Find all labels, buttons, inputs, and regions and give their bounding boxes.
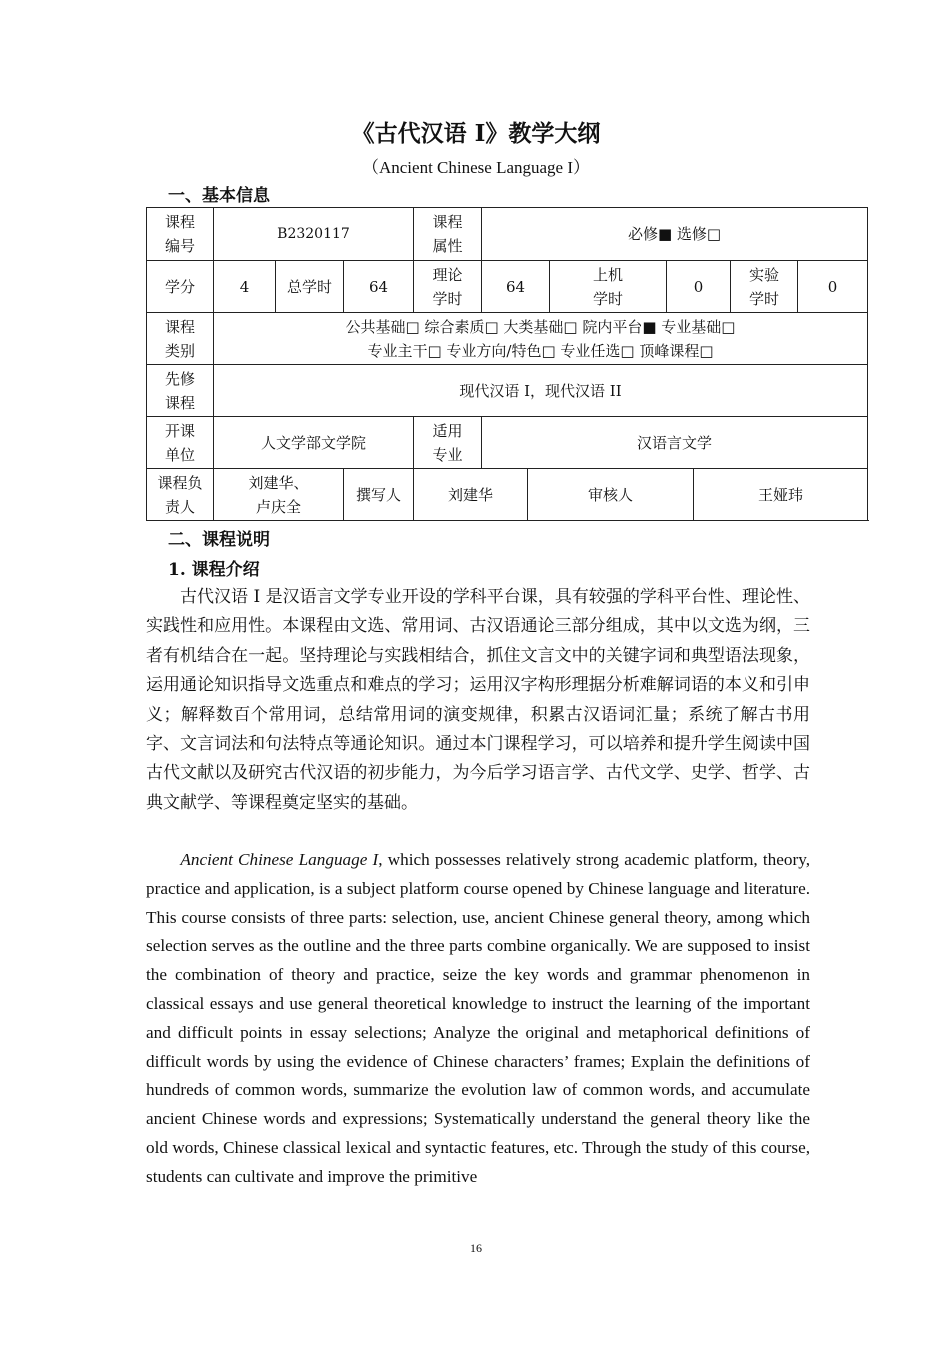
table-row bbox=[147, 365, 868, 417]
table-row bbox=[147, 417, 868, 469]
lab-hours-value: 0 bbox=[798, 261, 868, 313]
prereq-value: 现代汉语 I，现代汉语 II bbox=[214, 365, 868, 417]
reviewer-label: 审核人 bbox=[528, 469, 694, 521]
total-hours-value: 64 bbox=[344, 261, 414, 313]
category-line-1: 公共基础□ 综合素质□ 大类基础□ 院内平台■ 专业基础□ bbox=[345, 317, 736, 336]
course-code-value: B2320117 bbox=[214, 208, 414, 261]
owner-label: 课程负 责人 bbox=[147, 469, 214, 521]
lab-hours-label: 实验 学时 bbox=[731, 261, 798, 313]
intro-paragraph-en bbox=[146, 846, 810, 1192]
unit-label: 开课 单位 bbox=[147, 417, 214, 469]
table-row bbox=[147, 313, 868, 365]
table-row bbox=[147, 469, 868, 521]
computer-hours-label: 上机 学时 bbox=[550, 261, 667, 313]
major-label: 适用 专业 bbox=[414, 417, 482, 469]
theory-hours-label: 理论 学时 bbox=[414, 261, 482, 313]
credit-value: 4 bbox=[214, 261, 276, 313]
course-name-italic: Ancient Chinese Language I bbox=[180, 850, 379, 869]
owner-value: 刘建华、 卢庆全 bbox=[214, 469, 344, 521]
table-row bbox=[147, 208, 868, 261]
course-attr-label: 课程 属性 bbox=[414, 208, 482, 261]
section-heading-basic-info: 一、基本信息 bbox=[168, 186, 270, 206]
computer-hours-value: 0 bbox=[667, 261, 731, 313]
theory-hours-value: 64 bbox=[482, 261, 550, 313]
total-hours-label: 总学时 bbox=[276, 261, 344, 313]
table-row bbox=[147, 261, 868, 313]
category-label: 课程 类别 bbox=[147, 313, 214, 365]
intro-paragraph-cn: 古代汉语 I 是汉语言文学专业开设的学科平台课，具有较强的学科平台性、理论性、实践性和应用性。本课程由文选、常用词、古汉语通论三部分组成，其中以文选为纲，三者有机结合在一起。坚持理论与实践相结合，抓住文言文中的关键字词和典型语法现象，运用通论知识指导文选重点和难点的学习；运用汉字构形理据分析难解词语的本义和引申义；解释数百个常用词，总结常用词的演变规律，积累古汉语词汇量；系统了解古书用字、文言词法和句法特点等通论知识。通过本门课程学习，可以培养和提升学生阅读中国古代文献以及研究古代汉语的初步能力，为今后学习语言学、古代文学、史学、哲学、古典文献学、等课程奠定坚实的基础。 bbox=[146, 587, 810, 813]
basic-info-table bbox=[146, 207, 868, 521]
subsection-heading-intro: 1. 课程介绍 bbox=[168, 560, 260, 580]
page-number: 16 bbox=[470, 1241, 482, 1255]
category-value bbox=[214, 313, 868, 365]
credit-label: 学分 bbox=[147, 261, 214, 313]
prereq-label: 先修 课程 bbox=[147, 365, 214, 417]
page-title: 《古代汉语 I》教学大纲 bbox=[351, 120, 601, 147]
category-line-2: 专业主干□ 专业方向/特色□ 专业任选□ 顶峰课程□ bbox=[367, 341, 714, 360]
intro-en-text: , which possesses relatively strong academic platform, theory, practice and application, is a subject platform course opened by Chinese language and literature. This course consists of three parts: selection, use, ancient Chinese general theory, among which selection serves as the outline and the three parts combine organically. We are supposed to insist the combination of theory and practice, seize the key words and grammar phenomenon in classical essays and use general theoretical knowledge to instruct the learning of the important and difficult points in essay selections; Analyze the original and metaphorical definitions of difficult words by using the evidence of Chinese characters’ frames; Explain the definitions of hundreds of common words, summarize the evolution law of common words, and accumulate ancient Chinese words and expressions; Systematically understand the general theory like the old words, Chinese classical lexical and syntactic features, etc. Through the study of this course, students can cultivate and improve the primitive bbox=[146, 850, 810, 1186]
reviewer-value: 王娅玮 bbox=[694, 469, 868, 521]
page-subtitle: （Ancient Chinese Language I） bbox=[361, 158, 590, 177]
writer-value: 刘建华 bbox=[414, 469, 528, 521]
unit-value: 人文学部文学院 bbox=[214, 417, 414, 469]
major-value: 汉语言文学 bbox=[482, 417, 868, 469]
writer-label: 撰写人 bbox=[344, 469, 414, 521]
section-heading-course-desc: 二、课程说明 bbox=[168, 530, 270, 550]
course-attr-value: 必修■ 选修□ bbox=[482, 208, 868, 261]
course-code-label: 课程 编号 bbox=[147, 208, 214, 261]
